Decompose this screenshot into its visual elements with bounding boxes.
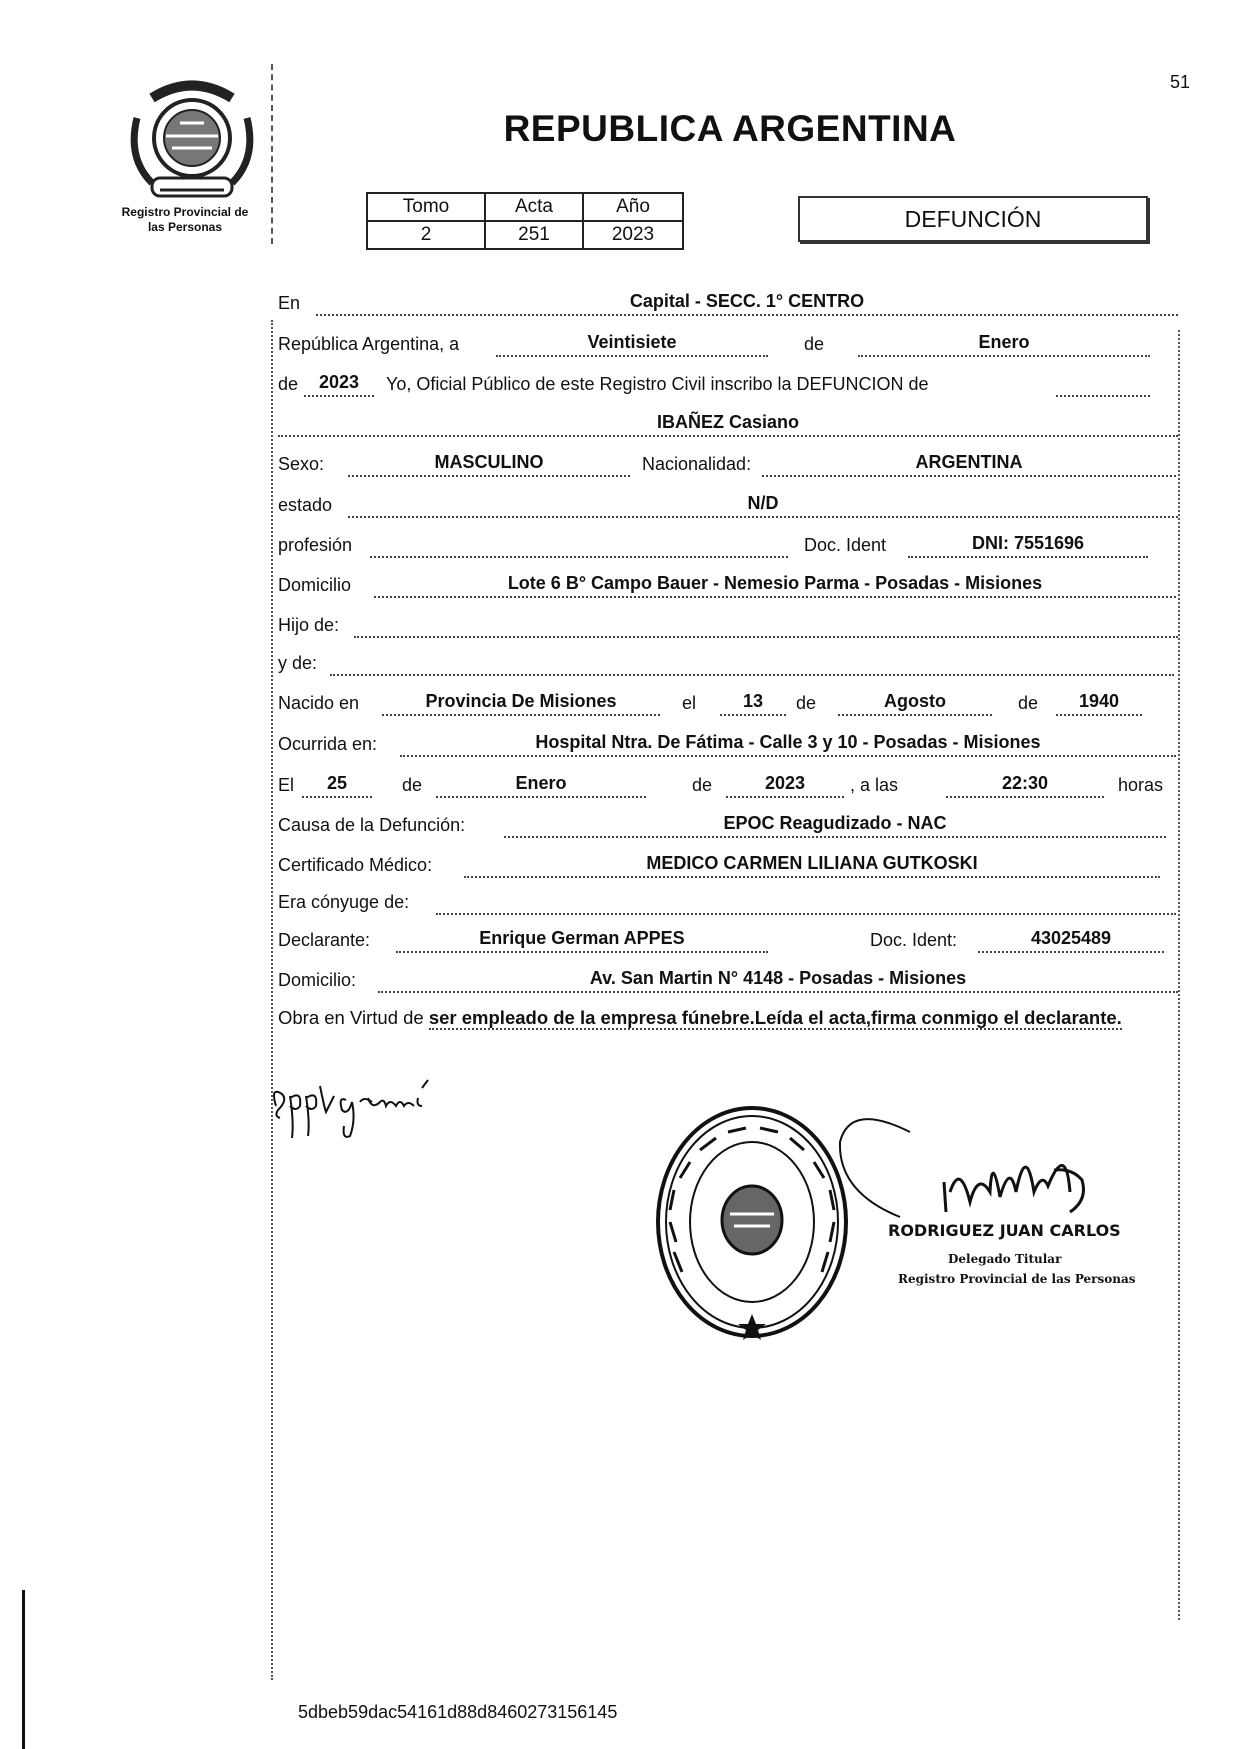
scan-edge-line	[22, 1590, 25, 1749]
inscribo-text: Yo, Oficial Público de este Registro Civil inscribo la DEFUNCION de	[386, 374, 929, 394]
row-declarante	[278, 923, 1178, 957]
anio-value: 2023	[583, 221, 683, 249]
de-label: de	[803, 334, 825, 354]
estado-value: N/D	[747, 493, 779, 513]
death-month: Enero	[515, 773, 567, 793]
row-inscribo	[278, 367, 1178, 401]
nacionalidad-label: Nacionalidad:	[642, 454, 752, 474]
deceased-name: IBAÑEZ Casiano	[656, 412, 800, 432]
page-number: 51	[1170, 72, 1191, 92]
registry-name-line1: Registro Provincial de	[121, 205, 249, 219]
birth-year: 1940	[1078, 691, 1120, 711]
profesion-fill	[370, 528, 788, 558]
causa-label: Causa de la Defunción:	[278, 815, 466, 835]
row-certificado	[278, 848, 1178, 882]
obra-label: Obra en Virtud de	[278, 1007, 424, 1028]
declarant-signature	[268, 1076, 438, 1146]
birth-day: 13	[742, 691, 764, 711]
horas-label: horas	[1118, 775, 1164, 795]
estado-label: estado	[278, 495, 333, 515]
nacido-label: Nacido en	[278, 693, 360, 713]
day-words: Veintisiete	[587, 332, 677, 352]
official-title: Delegado Titular	[948, 1252, 1062, 1266]
yde-fill	[330, 646, 1174, 676]
birth-month: Agosto	[884, 691, 946, 711]
tomo-header: Tomo	[367, 193, 485, 221]
official-name: RODRIGUEZ JUAN CARLOS	[888, 1221, 1121, 1240]
row-republica	[278, 327, 1178, 361]
record-type-box: DEFUNCIÓN	[798, 196, 1148, 242]
acta-value: 251	[485, 221, 583, 249]
sexo-label: Sexo:	[278, 454, 325, 474]
nacionalidad-value: ARGENTINA	[915, 452, 1023, 472]
row-profesion	[278, 528, 1178, 562]
ocurrida-label: Ocurrida en:	[278, 734, 378, 754]
obra-value: ser empleado de la empresa fúnebre.Leída el acta,firma conmigo el declarante.	[428, 1007, 1122, 1028]
left-margin-line	[271, 320, 273, 1680]
declarante-doc-value: 43025489	[1030, 928, 1112, 948]
registry-name-line2: las Personas	[147, 220, 223, 234]
declarante-doc-label: Doc. Ident:	[870, 930, 958, 950]
birth-el-label: el	[682, 693, 697, 713]
row-hijo	[278, 608, 1178, 642]
declarante-value: Enrique German APPES	[479, 928, 685, 948]
death-el-label: El	[278, 775, 295, 795]
domicilio-value: Lote 6 B° Campo Bauer - Nemesio Parma - Posadas - Misiones	[507, 573, 1043, 593]
document-title: REPUBLICA ARGENTINA	[503, 108, 957, 149]
row-declarante-domicilio	[278, 963, 1178, 997]
row-yde	[278, 646, 1178, 680]
conyuge-fill	[436, 885, 1176, 915]
death-time: 22:30	[1001, 773, 1049, 793]
doc-ident-label: Doc. Ident	[804, 535, 887, 555]
left-margin-line-top	[271, 64, 273, 244]
birth-de-label-1: de	[796, 693, 817, 713]
row-ocurrida	[278, 727, 1178, 761]
alas-label: , a las	[850, 775, 899, 795]
acta-header: Acta	[485, 193, 583, 221]
row-conyuge	[278, 885, 1178, 919]
de-year-label: de	[278, 374, 299, 394]
right-margin-line	[1178, 330, 1180, 1620]
yde-label: y de:	[278, 653, 318, 673]
register-table	[366, 192, 684, 250]
death-de-label-2: de	[692, 775, 713, 795]
row-estado	[278, 488, 1178, 522]
anio-header: Año	[583, 193, 683, 221]
birth-de-label-2: de	[1018, 693, 1039, 713]
inscribo-fill	[1056, 367, 1150, 397]
republica-label: República Argentina, a	[278, 334, 460, 354]
declarante-domicilio-label: Domicilio:	[278, 970, 357, 990]
hijo-fill	[354, 608, 1178, 638]
row-domicilio	[278, 568, 1178, 602]
ocurrida-value: Hospital Ntra. De Fátima - Calle 3 y 10 - Posadas - Misiones	[535, 732, 1041, 752]
official-signature	[820, 1082, 1150, 1242]
obra-paragraph	[278, 1003, 1180, 1033]
month-value: Enero	[978, 332, 1030, 352]
profesion-label: profesión	[278, 535, 353, 555]
en-label: En	[278, 293, 301, 313]
death-year: 2023	[764, 773, 806, 793]
row-nacido	[278, 686, 1178, 720]
row-causa	[278, 808, 1178, 842]
row-en	[278, 286, 1178, 320]
hijo-label: Hijo de:	[278, 615, 340, 635]
en-value: Capital - SECC. 1° CENTRO	[629, 291, 865, 311]
certificado-value: MEDICO CARMEN LILIANA GUTKOSKI	[646, 853, 978, 873]
certificado-label: Certificado Médico:	[278, 855, 433, 875]
row-deceased	[278, 407, 1178, 441]
row-death-date	[278, 768, 1178, 802]
death-de-label-1: de	[402, 775, 423, 795]
causa-value: EPOC Reagudizado - NAC	[723, 813, 947, 833]
declarante-domicilio-value: Av. San Martin N° 4148 - Posadas - Misiones	[589, 968, 967, 988]
doc-ident-value: DNI: 7551696	[971, 533, 1085, 553]
registry-name	[95, 205, 275, 235]
year-value: 2023	[318, 372, 360, 392]
official-registry: Registro Provincial de las Personas	[898, 1272, 1136, 1286]
tomo-value: 2	[367, 221, 485, 249]
declarante-label: Declarante:	[278, 930, 371, 950]
misiones-crest-logo	[122, 78, 262, 203]
row-sexo	[278, 447, 1178, 481]
domicilio-label: Domicilio	[278, 575, 352, 595]
death-day: 25	[326, 773, 348, 793]
nacido-value: Provincia De Misiones	[425, 691, 617, 711]
conyuge-label: Era cónyuge de:	[278, 892, 410, 912]
sexo-value: MASCULINO	[434, 452, 544, 472]
document-hash: 5dbeb59dac54161d88d8460273156145	[298, 1702, 618, 1722]
